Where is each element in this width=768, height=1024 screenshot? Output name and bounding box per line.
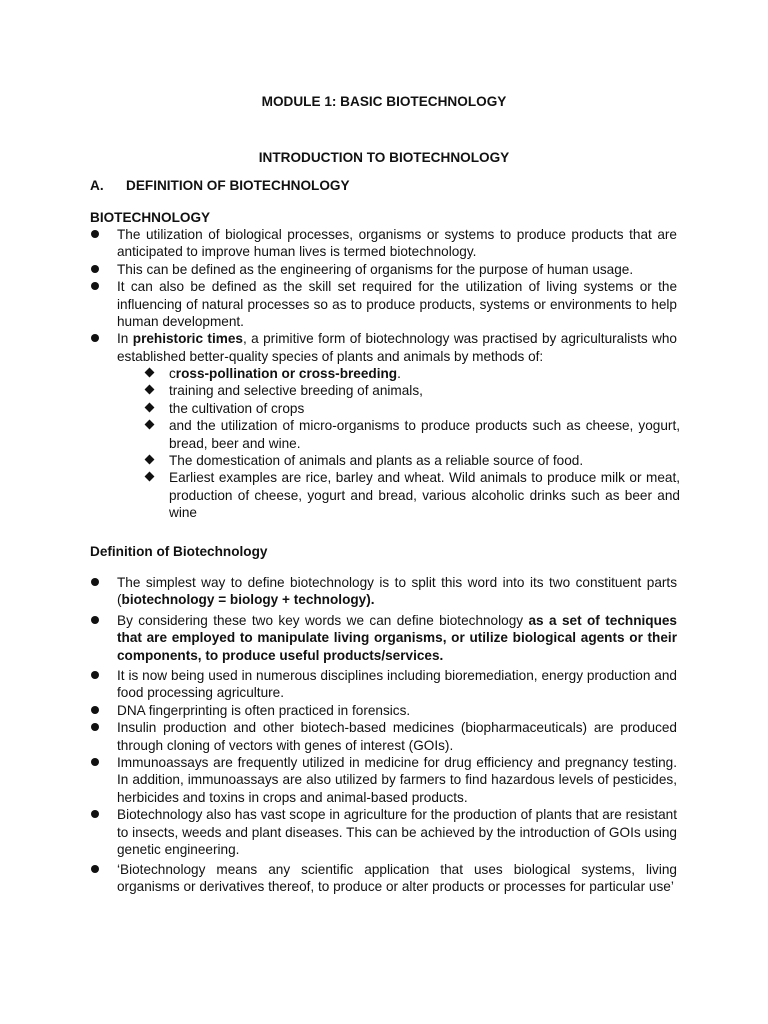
diamond-bullet-icon [145,455,155,465]
bullet-dot-icon [91,616,99,624]
bullet-dot-icon [91,758,99,766]
list-item: ‘Biotechnology means any scientific application that uses biological systems, living organisms or derivatives thereof, to produce or alter products or processes for particular use’ [90,861,677,896]
section-a-number: A. [90,178,104,193]
list-item: Biotechnology also has vast scope in agriculture for the production of plants that are resistant to insects, weeds and plant diseases. This can be achieved by the introduction of GOIs using genetic engineering. [90,806,677,858]
section-a-heading [90,177,350,194]
list-item: cross-pollination or cross-breeding. [143,365,680,382]
bullet-dot-icon [91,282,99,290]
list-item: The utilization of biological processes, organisms or systems to produce products that are anticipated to improve human lives is termed biotechnology. [90,226,677,261]
definition-bullet-list [90,574,677,895]
diamond-bullet-icon [145,420,155,430]
section-a-title: DEFINITION OF BIOTECHNOLOGY [126,178,350,193]
diamond-bullet-icon [145,385,155,395]
bullet-dot-icon [91,265,99,273]
list-item: The simplest way to define biotechnology is to split this word into its two constituent parts (biotechnology = biology + technology). [90,574,677,609]
list-item: It is now being used in numerous disciplines including bioremediation, energy production and food processing agriculture. [90,667,677,702]
bullet-dot-icon [91,671,99,679]
biotechnology-bullet-list [90,226,677,365]
bullet-dot-icon [91,706,99,714]
list-item: and the utilization of micro-organisms to produce products such as cheese, yogurt, bread, beer and wine. [143,417,680,452]
intro-title: INTRODUCTION TO BIOTECHNOLOGY [258,150,510,165]
list-item: Insulin production and other biotech-based medicines (biopharmaceuticals) are produced through cloning of vectors with genes of interest (GOIs). [90,719,677,754]
list-item: Earliest examples are rice, barley and wheat. Wild animals to produce milk or meat, production of cheese, yogurt and bread, various alcoholic drinks such as beer and wine [143,469,680,521]
diamond-bullet-icon [145,368,155,378]
list-item: The domestication of animals and plants as a reliable source of food. [143,452,680,469]
prehistoric-methods-list [143,365,680,522]
list-item: By considering these two key words we can define biotechnology as a set of techniques that are employed to manipulate living organisms, or utilize biological agents or their components, to produce useful products/services. [90,612,677,664]
list-item: Immunoassays are frequently utilized in medicine for drug efficiency and pregnancy testing. In addition, immunoassays are also utilized by farmers to find hazardous levels of pesticides, herbicides and toxins in crops and animal-based products. [90,754,677,806]
bullet-dot-icon [91,723,99,731]
list-item: DNA fingerprinting is often practiced in forensics. [90,702,677,719]
list-item: It can also be defined as the skill set required for the utilization of living systems or the influencing of natural processes so as to produce products, systems or environments to help human development. [90,278,677,330]
diamond-bullet-icon [145,402,155,412]
biotechnology-heading: BIOTECHNOLOGY [90,210,211,225]
bullet-dot-icon [91,810,99,818]
definition-heading: Definition of Biotechnology [90,544,268,559]
list-item: This can be defined as the engineering of organisms for the purpose of human usage. [90,261,677,278]
diamond-bullet-icon [145,472,155,482]
list-item: training and selective breeding of animals, [143,382,680,399]
bullet-dot-icon [91,865,99,873]
list-item: the cultivation of crops [143,400,680,417]
list-item: In prehistoric times, a primitive form of biotechnology was practised by agriculturalists who established better-quality species of plants and animals by methods of: [90,330,677,365]
bullet-dot-icon [91,230,99,238]
module-title: MODULE 1: BASIC BIOTECHNOLOGY [261,94,507,109]
bullet-dot-icon [91,334,99,342]
bullet-dot-icon [91,578,99,586]
